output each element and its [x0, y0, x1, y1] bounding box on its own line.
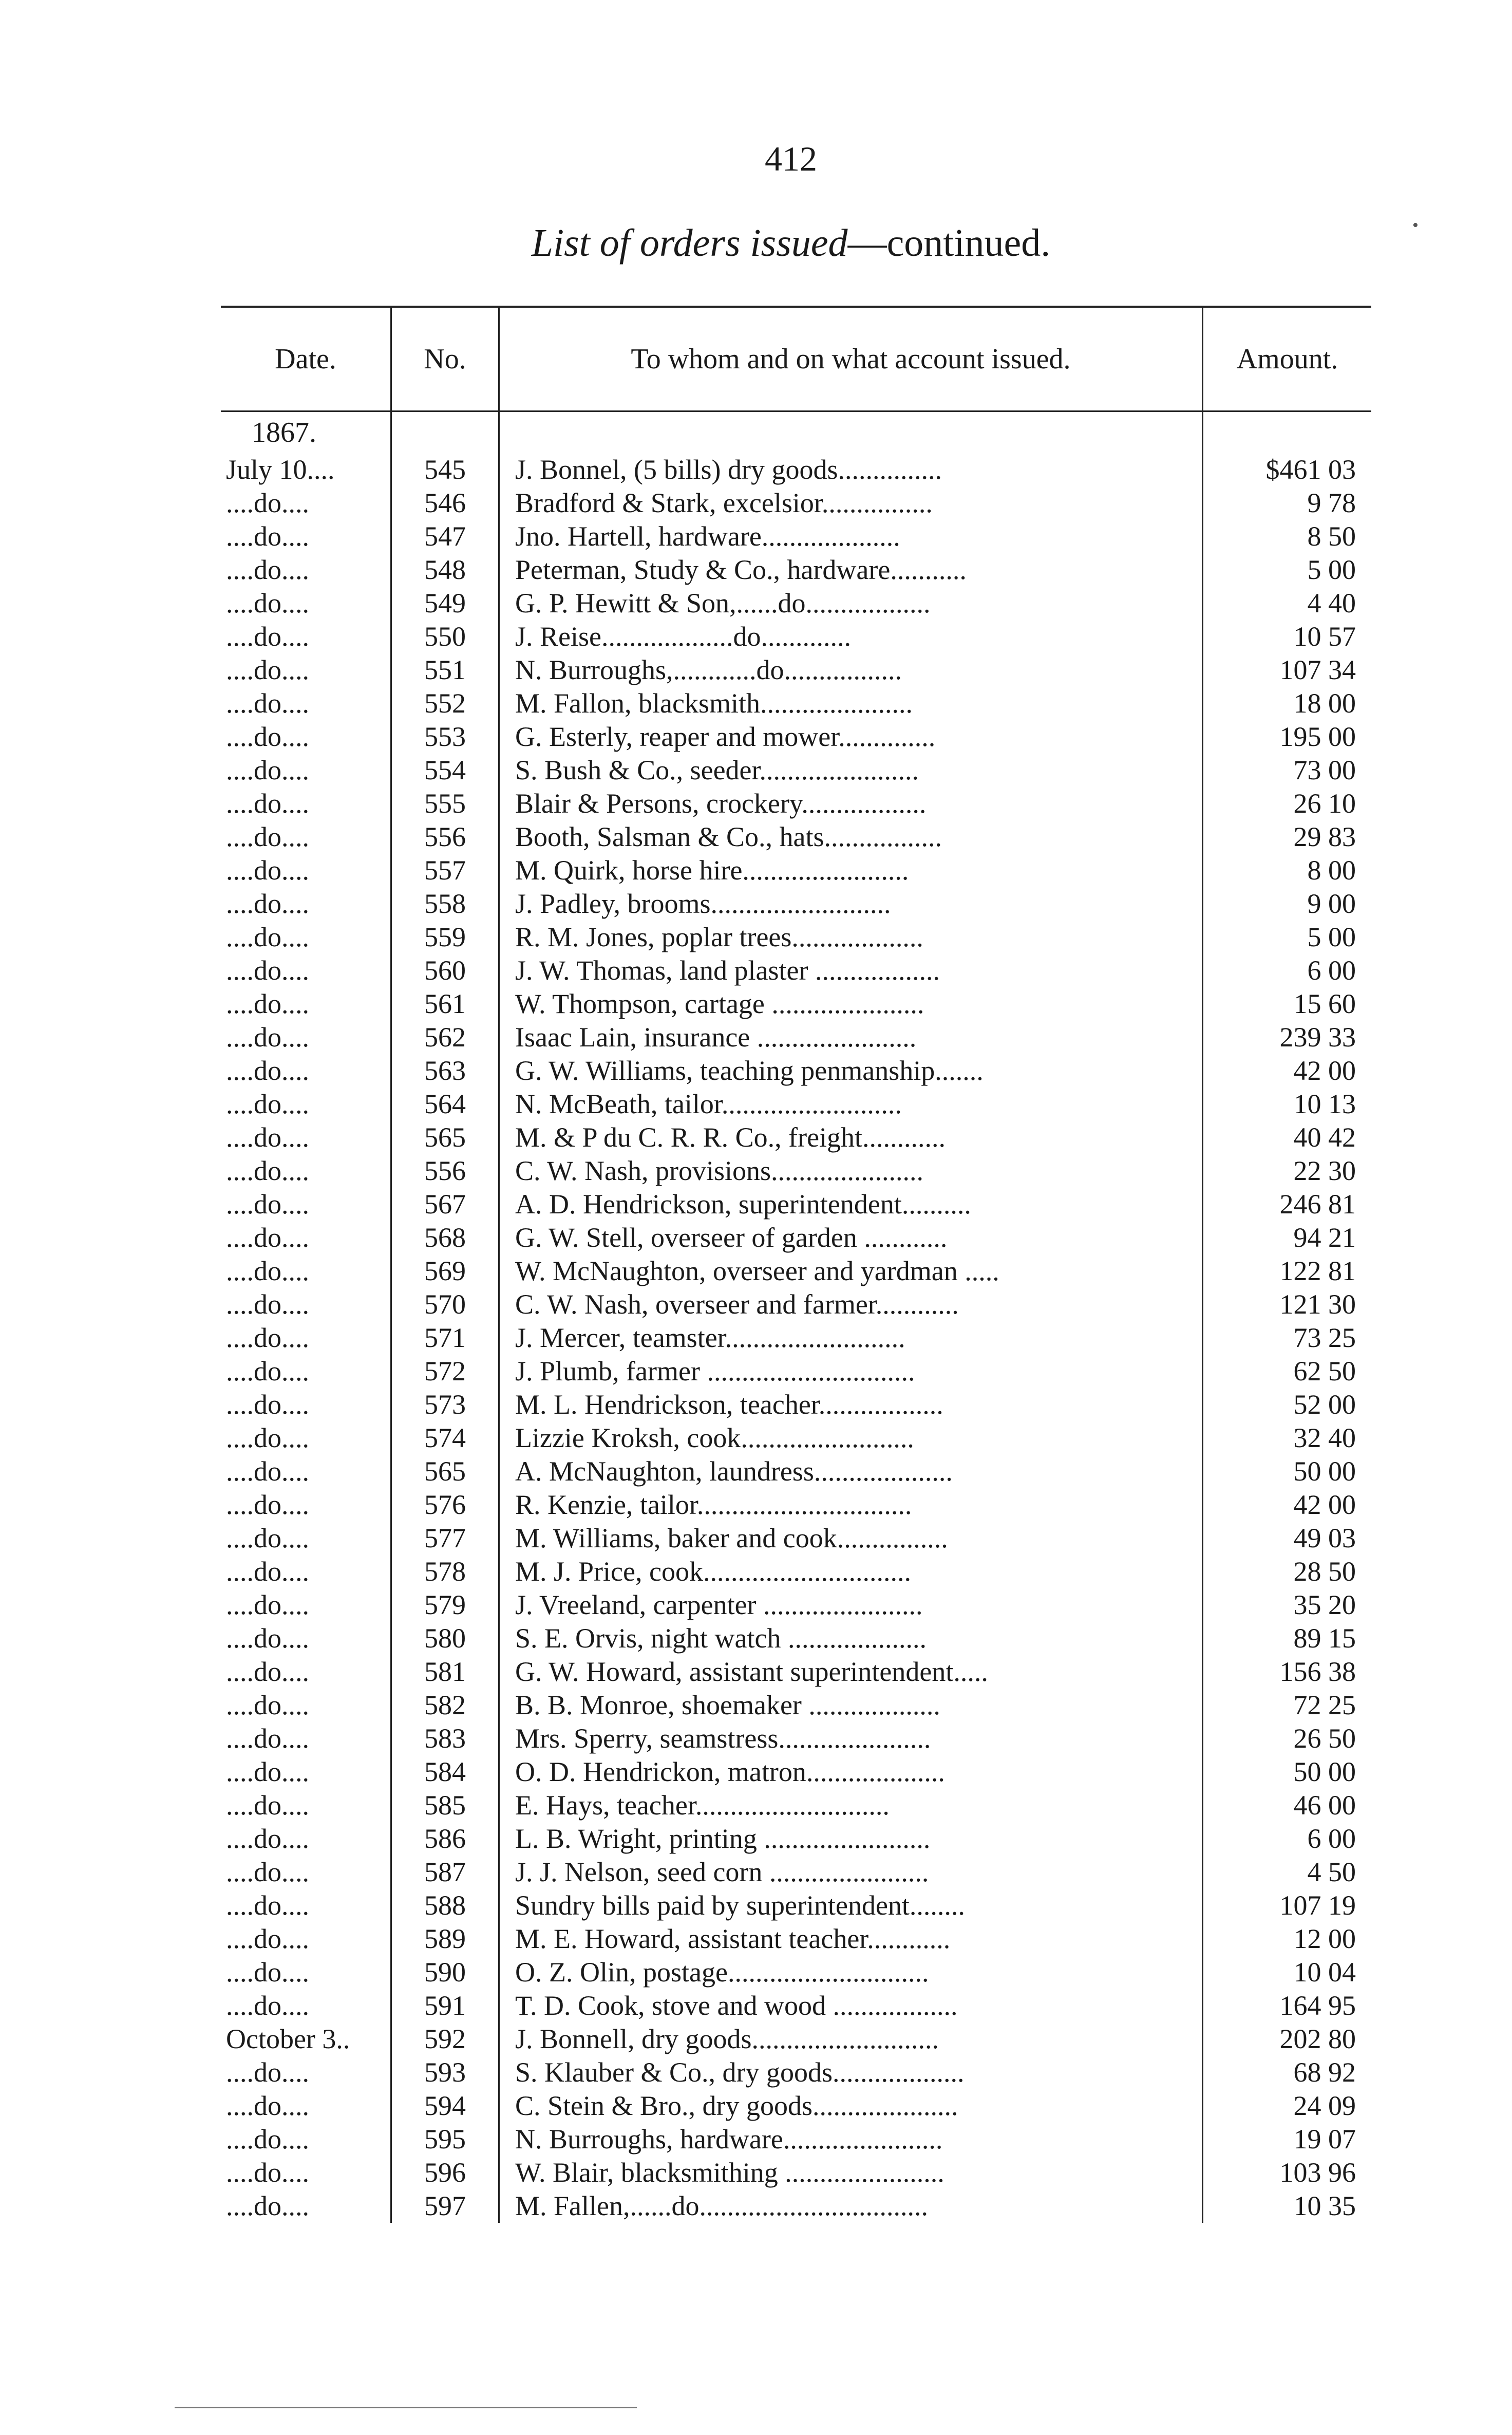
table-row	[221, 820, 1371, 854]
table-row	[221, 921, 1371, 954]
table-row	[221, 620, 1371, 653]
table-row	[221, 1755, 1371, 1789]
table-row	[221, 2022, 1371, 2056]
description-cell: Booth, Salsman & Co., hats.................	[498, 820, 1202, 854]
description-cell: G. W. Stell, overseer of garden ............	[498, 1221, 1202, 1254]
table-row	[221, 653, 1371, 687]
order-number-cell: 596	[390, 2156, 498, 2189]
date-cell: ....do....	[226, 855, 309, 886]
amount-cell: 107 19	[1202, 1889, 1371, 1922]
date-cell: ....do....	[226, 1022, 309, 1053]
description-cell: Isaac Lain, insurance .......................	[498, 1021, 1202, 1054]
table-row	[221, 1254, 1371, 1288]
amount-cell: $461 03	[1202, 453, 1371, 486]
table-row	[221, 1622, 1371, 1655]
amount-cell: 40 42	[1202, 1121, 1371, 1154]
description-cell: C. Stein & Bro., dry goods.....................	[498, 2089, 1202, 2123]
table-row	[221, 1154, 1371, 1188]
table-row	[221, 2123, 1371, 2156]
order-number-cell: 589	[390, 1922, 498, 1956]
table-row	[221, 520, 1371, 553]
order-number-cell: 556	[390, 820, 498, 854]
amount-cell: 24 09	[1202, 2089, 1371, 2123]
amount-cell: 122 81	[1202, 1254, 1371, 1288]
date-cell: ....do....	[226, 1256, 309, 1286]
description-cell: S. E. Orvis, night watch ....................	[498, 1622, 1202, 1655]
amount-cell: 10 13	[1202, 1088, 1371, 1121]
year-row	[221, 412, 1371, 453]
orders-table	[221, 306, 1371, 2223]
table-row	[221, 486, 1371, 520]
amount-cell: 26 10	[1202, 787, 1371, 820]
table-row	[221, 1555, 1371, 1588]
table-row	[221, 1421, 1371, 1455]
order-number-cell: 592	[390, 2022, 498, 2056]
year-row-spacer	[1202, 412, 1371, 453]
description-cell: A. D. Hendrickson, superintendent..........	[498, 1188, 1202, 1221]
table-row	[221, 720, 1371, 754]
order-number-cell: 580	[390, 1622, 498, 1655]
date-cell: ....do....	[226, 1823, 309, 1854]
order-number-cell: 560	[390, 954, 498, 987]
order-number-cell: 574	[390, 1421, 498, 1455]
description-cell: E. Hays, teacher............................	[498, 1789, 1202, 1822]
table-row	[221, 1021, 1371, 1054]
date-cell: ....do....	[226, 688, 309, 719]
description-cell: Lizzie Kroksh, cook.........................	[498, 1421, 1202, 1455]
description-cell: M. Quirk, horse hire........................	[498, 854, 1202, 887]
description-cell: G. W. Howard, assistant superintendent.....	[498, 1655, 1202, 1689]
table-row	[221, 1455, 1371, 1488]
date-cell: ....do....	[226, 588, 309, 619]
date-cell: ....do....	[226, 1923, 309, 1954]
amount-cell: 68 92	[1202, 2056, 1371, 2089]
order-number-cell: 576	[390, 1488, 498, 1522]
amount-cell: 239 33	[1202, 1021, 1371, 1054]
date-cell: ....do....	[226, 922, 309, 952]
table-row	[221, 2089, 1371, 2123]
table-row	[221, 1789, 1371, 1822]
order-number-cell: 593	[390, 2056, 498, 2089]
date-cell: ....do....	[226, 2190, 309, 2221]
order-number-cell: 594	[390, 2089, 498, 2123]
description-cell: J. Padley, brooms..........................	[498, 887, 1202, 921]
order-number-cell: 595	[390, 2123, 498, 2156]
description-cell: O. Z. Olin, postage.............................	[498, 1956, 1202, 1989]
date-cell: ....do....	[226, 1623, 309, 1654]
order-number-cell: 570	[390, 1288, 498, 1321]
amount-cell: 29 83	[1202, 820, 1371, 854]
amount-cell: 28 50	[1202, 1555, 1371, 1588]
description-cell: T. D. Cook, stove and wood ..................	[498, 1989, 1202, 2022]
amount-cell: 42 00	[1202, 1488, 1371, 1522]
date-cell: ....do....	[226, 488, 309, 518]
order-number-cell: 564	[390, 1088, 498, 1121]
date-cell: ....do....	[226, 2124, 309, 2155]
order-number-cell: 584	[390, 1755, 498, 1789]
date-cell: ....do....	[226, 755, 309, 785]
date-cell: ....do....	[226, 1322, 309, 1353]
order-number-cell: 577	[390, 1522, 498, 1555]
description-cell: R. Kenzie, tailor...............................	[498, 1488, 1202, 1522]
table-row	[221, 1522, 1371, 1555]
description-cell: J. Reise...................do.............	[498, 620, 1202, 653]
amount-cell: 89 15	[1202, 1622, 1371, 1655]
amount-cell: 94 21	[1202, 1221, 1371, 1254]
order-number-cell: 562	[390, 1021, 498, 1054]
description-cell: N. Burroughs, hardware.......................	[498, 2123, 1202, 2156]
order-number-cell: 556	[390, 1154, 498, 1188]
order-number-cell: 557	[390, 854, 498, 887]
table-row	[221, 1889, 1371, 1922]
table-header	[221, 308, 1371, 412]
date-cell: ....do....	[226, 2157, 309, 2188]
order-number-cell: 561	[390, 987, 498, 1021]
table-row	[221, 1722, 1371, 1755]
amount-cell: 19 07	[1202, 2123, 1371, 2156]
description-cell: A. McNaughton, laundress....................	[498, 1455, 1202, 1488]
date-cell: ....do....	[226, 1289, 309, 1320]
amount-cell: 35 20	[1202, 1588, 1371, 1622]
table-row	[221, 1321, 1371, 1355]
page-number: 412	[765, 139, 817, 178]
description-cell: M. Fallen,......do.................................	[498, 2189, 1202, 2223]
amount-cell: 18 00	[1202, 687, 1371, 720]
order-number-cell: 567	[390, 1188, 498, 1221]
description-cell: J. W. Thomas, land plaster ..................	[498, 954, 1202, 987]
description-cell: M. & P du C. R. R. Co., freight............	[498, 1121, 1202, 1154]
date-cell: ....do....	[226, 1656, 309, 1687]
date-cell: ....do....	[226, 521, 309, 552]
amount-cell: 6 00	[1202, 954, 1371, 987]
order-number-cell: 565	[390, 1455, 498, 1488]
description-cell: R. M. Jones, poplar trees...................	[498, 921, 1202, 954]
date-cell: ....do....	[226, 1990, 309, 2021]
description-cell: Mrs. Sperry, seamstress......................	[498, 1722, 1202, 1755]
date-cell: ....do....	[226, 1122, 309, 1153]
order-number-cell: 549	[390, 587, 498, 620]
page-title-main: List of orders issued	[531, 221, 848, 265]
order-number-cell: 545	[390, 453, 498, 486]
scan-speck: •	[1412, 216, 1419, 235]
table-row	[221, 2156, 1371, 2189]
amount-cell: 73 25	[1202, 1321, 1371, 1355]
table-row	[221, 854, 1371, 887]
table-row	[221, 1922, 1371, 1956]
date-cell: ....do....	[226, 888, 309, 919]
amount-cell: 5 00	[1202, 553, 1371, 587]
table-row	[221, 1088, 1371, 1121]
table-row	[221, 1956, 1371, 1989]
order-number-cell: 572	[390, 1355, 498, 1388]
order-number-cell: 547	[390, 520, 498, 553]
date-cell: ....do....	[226, 1556, 309, 1587]
amount-cell: 50 00	[1202, 1755, 1371, 1789]
order-number-cell: 548	[390, 553, 498, 587]
description-cell: J. Plumb, farmer ..............................	[498, 1355, 1202, 1388]
header-date: Date.	[275, 343, 336, 375]
table-row	[221, 754, 1371, 787]
table-row	[221, 787, 1371, 820]
description-cell: M. L. Hendrickson, teacher..................	[498, 1388, 1202, 1421]
date-cell: ....do....	[226, 554, 309, 585]
order-number-cell: 590	[390, 1956, 498, 1989]
order-number-cell: 552	[390, 687, 498, 720]
date-cell: ....do....	[226, 1723, 309, 1754]
description-cell: Peterman, Study & Co., hardware...........	[498, 553, 1202, 587]
order-number-cell: 554	[390, 754, 498, 787]
order-number-cell: 550	[390, 620, 498, 653]
amount-cell: 10 35	[1202, 2189, 1371, 2223]
description-cell: M. Williams, baker and cook................	[498, 1522, 1202, 1555]
order-number-cell: 588	[390, 1889, 498, 1922]
amount-cell: 9 00	[1202, 887, 1371, 921]
amount-cell: 202 80	[1202, 2022, 1371, 2056]
order-number-cell: 569	[390, 1254, 498, 1288]
table-row	[221, 687, 1371, 720]
order-number-cell: 591	[390, 1989, 498, 2022]
date-cell: ....do....	[226, 1055, 309, 1086]
description-cell: L. B. Wright, printing ........................	[498, 1822, 1202, 1856]
amount-cell: 42 00	[1202, 1054, 1371, 1088]
order-number-cell: 587	[390, 1856, 498, 1889]
description-cell: W. Thompson, cartage ......................	[498, 987, 1202, 1021]
order-number-cell: 568	[390, 1221, 498, 1254]
table-row	[221, 1221, 1371, 1254]
order-number-cell: 585	[390, 1789, 498, 1822]
date-cell: ....do....	[226, 2057, 309, 2088]
order-number-cell: 581	[390, 1655, 498, 1689]
table-row	[221, 2056, 1371, 2089]
description-cell: J. Mercer, teamster..........................	[498, 1321, 1202, 1355]
amount-cell: 107 34	[1202, 653, 1371, 687]
order-number-cell: 571	[390, 1321, 498, 1355]
description-cell: M. E. Howard, assistant teacher............	[498, 1922, 1202, 1956]
description-cell: J. Vreeland, carpenter .......................	[498, 1588, 1202, 1622]
description-cell: J. J. Nelson, seed corn .......................	[498, 1856, 1202, 1889]
date-cell: ....do....	[226, 721, 309, 752]
amount-cell: 26 50	[1202, 1722, 1371, 1755]
date-cell: ....do....	[226, 1456, 309, 1487]
description-cell: M. Fallon, blacksmith......................	[498, 687, 1202, 720]
description-cell: S. Klauber & Co., dry goods...................	[498, 2056, 1202, 2089]
table-row	[221, 2189, 1371, 2223]
amount-cell: 5 00	[1202, 921, 1371, 954]
amount-cell: 50 00	[1202, 1455, 1371, 1488]
amount-cell: 6 00	[1202, 1822, 1371, 1856]
order-number-cell: 565	[390, 1121, 498, 1154]
year-row-spacer	[498, 412, 1202, 453]
order-number-cell: 546	[390, 486, 498, 520]
date-cell: ....do....	[226, 1222, 309, 1253]
table-row	[221, 1822, 1371, 1856]
amount-cell: 103 96	[1202, 2156, 1371, 2189]
amount-cell: 12 00	[1202, 1922, 1371, 1956]
description-cell: C. W. Nash, provisions......................	[498, 1154, 1202, 1188]
date-cell: October 3..	[226, 2024, 350, 2054]
order-number-cell: 583	[390, 1722, 498, 1755]
amount-cell: 62 50	[1202, 1355, 1371, 1388]
table-row	[221, 1689, 1371, 1722]
description-cell: B. B. Monroe, shoemaker ...................	[498, 1689, 1202, 1722]
table-row	[221, 587, 1371, 620]
amount-cell: 49 03	[1202, 1522, 1371, 1555]
date-cell: ....do....	[226, 1389, 309, 1420]
description-cell: M. J. Price, cook..............................	[498, 1555, 1202, 1588]
header-description: To whom and on what account issued.	[498, 308, 1202, 410]
table-row	[221, 453, 1371, 486]
amount-cell: 15 60	[1202, 987, 1371, 1021]
amount-cell: 8 50	[1202, 520, 1371, 553]
description-cell: Sundry bills paid by superintendent........	[498, 1889, 1202, 1922]
amount-cell: 52 00	[1202, 1388, 1371, 1421]
description-cell: Jno. Hartell, hardware....................	[498, 520, 1202, 553]
table-row	[221, 1355, 1371, 1388]
order-number-cell: 555	[390, 787, 498, 820]
date-cell: ....do....	[226, 1589, 309, 1620]
date-cell: ....do....	[226, 1422, 309, 1453]
date-cell: ....do....	[226, 1189, 309, 1220]
amount-cell: 246 81	[1202, 1188, 1371, 1221]
date-cell: ....do....	[226, 654, 309, 685]
order-number-cell: 563	[390, 1054, 498, 1088]
amount-cell: 9 78	[1202, 486, 1371, 520]
amount-cell: 72 25	[1202, 1689, 1371, 1722]
description-cell: N. Burroughs,............do.................	[498, 653, 1202, 687]
table-row	[221, 954, 1371, 987]
amount-cell: 8 00	[1202, 854, 1371, 887]
header-number: No.	[390, 308, 498, 410]
page-title	[0, 221, 1512, 266]
date-cell: ....do....	[226, 788, 309, 819]
table-row	[221, 1655, 1371, 1689]
description-cell: W. Blair, blacksmithing .......................	[498, 2156, 1202, 2189]
amount-cell: 10 57	[1202, 620, 1371, 653]
description-cell: Blair & Persons, crockery..................	[498, 787, 1202, 820]
amount-cell: 164 95	[1202, 1989, 1371, 2022]
year-row-spacer	[390, 412, 498, 453]
order-number-cell: 597	[390, 2189, 498, 2223]
date-cell: July 10....	[226, 454, 335, 485]
description-cell: Bradford & Stark, excelsior................	[498, 486, 1202, 520]
order-number-cell: 582	[390, 1689, 498, 1722]
date-cell: ....do....	[226, 621, 309, 652]
table-row	[221, 1288, 1371, 1321]
description-cell: C. W. Nash, overseer and farmer............	[498, 1288, 1202, 1321]
description-cell: J. Bonnel, (5 bills) dry goods...............	[498, 453, 1202, 486]
order-number-cell: 578	[390, 1555, 498, 1588]
date-cell: ....do....	[226, 1089, 309, 1119]
date-cell: ....do....	[226, 1756, 309, 1787]
order-number-cell: 559	[390, 921, 498, 954]
amount-cell: 4 40	[1202, 587, 1371, 620]
amount-cell: 156 38	[1202, 1655, 1371, 1689]
date-cell: ....do....	[226, 1957, 309, 1988]
order-number-cell: 558	[390, 887, 498, 921]
table-row	[221, 887, 1371, 921]
description-cell: G. Esterly, reaper and mower..............	[498, 720, 1202, 754]
description-cell: G. W. Williams, teaching penmanship.......	[498, 1054, 1202, 1088]
date-cell: ....do....	[226, 1155, 309, 1186]
description-cell: G. P. Hewitt & Son,......do..................	[498, 587, 1202, 620]
table-row	[221, 1121, 1371, 1154]
order-number-cell: 551	[390, 653, 498, 687]
table-row	[221, 1188, 1371, 1221]
table-row	[221, 987, 1371, 1021]
header-amount: Amount.	[1202, 308, 1371, 410]
amount-cell: 73 00	[1202, 754, 1371, 787]
year-label: 1867.	[252, 417, 316, 448]
amount-cell: 195 00	[1202, 720, 1371, 754]
description-cell: S. Bush & Co., seeder.......................	[498, 754, 1202, 787]
table-row	[221, 1588, 1371, 1622]
table-body	[221, 453, 1371, 2223]
date-cell: ....do....	[226, 1790, 309, 1821]
date-cell: ....do....	[226, 988, 309, 1019]
amount-cell: 4 50	[1202, 1856, 1371, 1889]
order-number-cell: 579	[390, 1588, 498, 1622]
date-cell: ....do....	[226, 2090, 309, 2121]
date-cell: ....do....	[226, 1890, 309, 1921]
date-cell: ....do....	[226, 821, 309, 852]
order-number-cell: 553	[390, 720, 498, 754]
date-cell: ....do....	[226, 1356, 309, 1387]
amount-cell: 22 30	[1202, 1154, 1371, 1188]
page-title-suffix: —continued.	[847, 221, 1051, 265]
date-cell: ....do....	[226, 1857, 309, 1887]
table-row	[221, 1989, 1371, 2022]
amount-cell: 46 00	[1202, 1789, 1371, 1822]
order-number-cell: 573	[390, 1388, 498, 1421]
description-cell: J. Bonnell, dry goods...........................	[498, 2022, 1202, 2056]
date-cell: ....do....	[226, 1690, 309, 1720]
order-number-cell: 586	[390, 1822, 498, 1856]
date-cell: ....do....	[226, 1489, 309, 1520]
description-cell: W. McNaughton, overseer and yardman .....	[498, 1254, 1202, 1288]
footer-rule	[175, 2407, 637, 2408]
table-row	[221, 1054, 1371, 1088]
date-cell: ....do....	[226, 955, 309, 986]
description-cell: N. McBeath, tailor..........................	[498, 1088, 1202, 1121]
table-row	[221, 1388, 1371, 1421]
description-cell: O. D. Hendrickon, matron....................	[498, 1755, 1202, 1789]
amount-cell: 121 30	[1202, 1288, 1371, 1321]
amount-cell: 32 40	[1202, 1421, 1371, 1455]
table-row	[221, 1856, 1371, 1889]
amount-cell: 10 04	[1202, 1956, 1371, 1989]
table-row	[221, 553, 1371, 587]
date-cell: ....do....	[226, 1523, 309, 1553]
table-row	[221, 1488, 1371, 1522]
